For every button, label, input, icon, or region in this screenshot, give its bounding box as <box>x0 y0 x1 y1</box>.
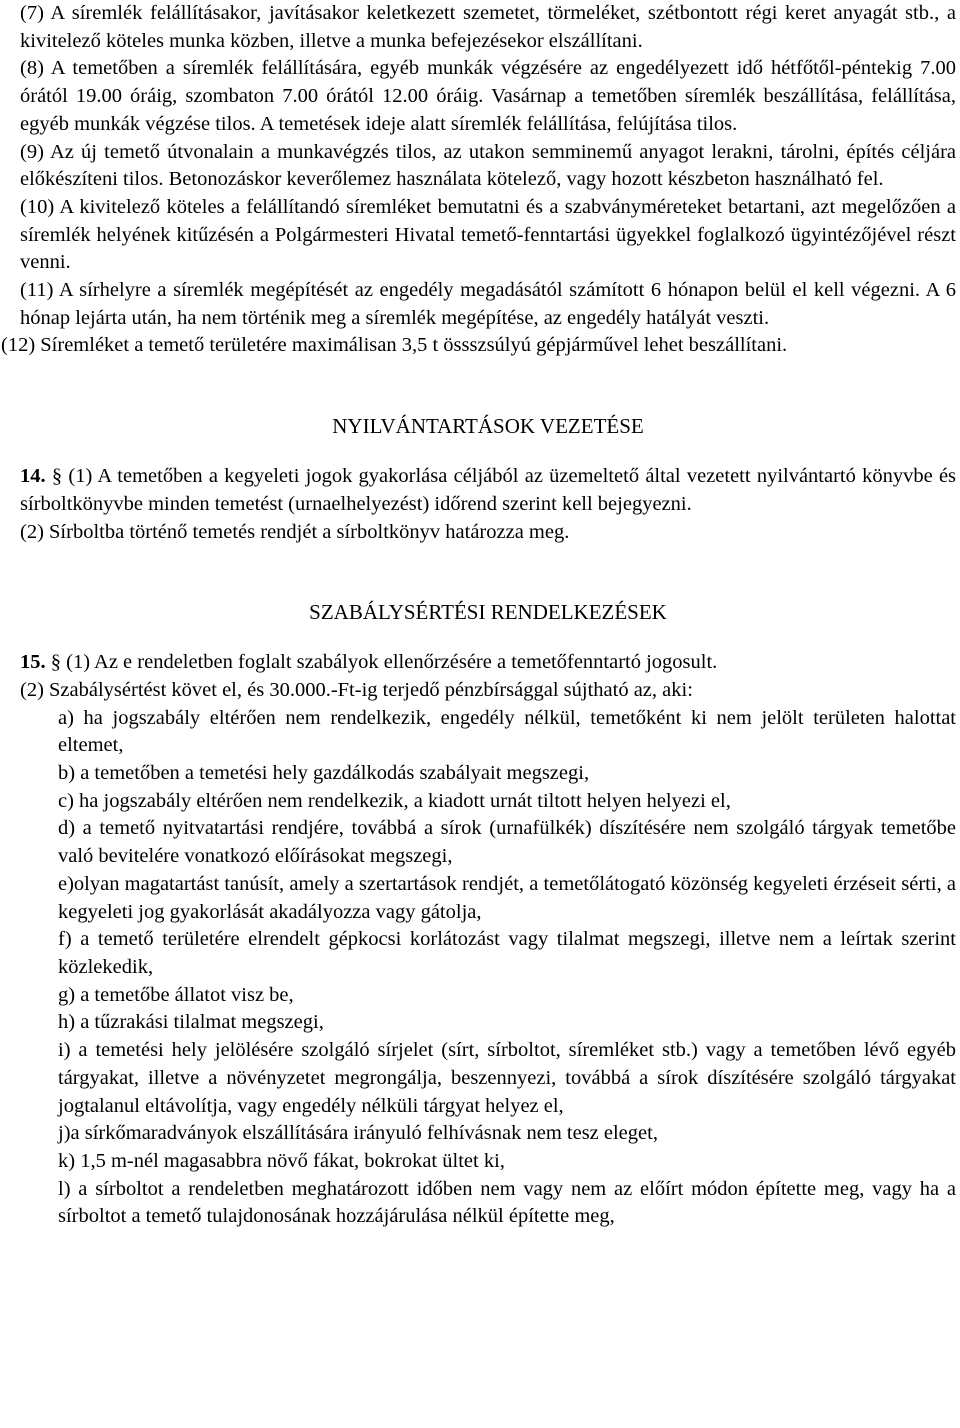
offence-item-f: f) a temető területére elrendelt gépkocsi korlátozást vagy tilalmat megszegi, illetve nem a leírtak szerint közlekedik, <box>58 928 956 978</box>
section-heading-records: NYILVÁNTARTÁSOK VEZETÉSE <box>332 414 644 439</box>
section-heading-offences: SZABÁLYSÉRTÉSI RENDELKEZÉSEK <box>309 600 667 625</box>
offence-item-l: l) a sírboltot a rendeletben meghatározott időben nem vagy nem az előírt módon építette meg, vagy ha a sírboltot a temető tulajdonosának hozzájárulása nélkül építette meg, <box>58 1177 956 1228</box>
section-14-paragraph-1 <box>20 463 956 518</box>
paragraph-8: (8) A temetőben a síremlék felállítására, egyéb munkák végzésére az engedélyezett idő hétfőtől-péntekig 7.00 órától 19.00 óráig, szombaton 7.00 órától 12.00 óráig. Vasárnap a temetőben síremlék beszállítása, felállítása, egyéb munkák végzése tilos. A temetések ideje alatt síremlék felállítása, felújítása tilos. <box>20 57 956 135</box>
section-15-paragraph-2: (2) Szabálysértést követ el, és 30.000.-Ft-ig terjedő pénzbírsággal sújtható az, aki: <box>20 678 693 701</box>
offence-item-i: i) a temetési hely jelölésére szolgáló sírjelet (sírt, sírboltot, síremléket stb.) vagy a temetőben lévő egyéb tárgyakat, illetve a növényzetet megrongálja, beszennyezi, továbbá a sírok díszítésére szolgáló tárgyakat jogtalanul eltávolítja, vagy engedély nélküli tárgyat helyez el, <box>58 1039 956 1117</box>
section-15-paragraph-1 <box>20 649 956 677</box>
section-14-text-1: (1) A temetőben a kegyeleti jogok gyakorlása céljából az üzemeltető által vezetett nyilvántartó könyvbe és sírboltkönyvbe minden temetést (urnaelhelyezést) időrend szerint kell bejegyezni. <box>20 465 957 515</box>
offence-item-k: k) 1,5 m-nél magasabbra növő fákat, bokrokat ültet ki, <box>58 1149 505 1172</box>
offence-item-g: g) a temetőbe állatot visz be, <box>58 983 294 1006</box>
offence-item-a: a) ha jogszabály eltérően nem rendelkezik, engedély nélkül, temetőként ki nem jelölt területen halottat eltemet, <box>58 706 956 757</box>
paragraph-9: (9) Az új temető útvonalain a munkavégzés tilos, az utakon semminemű anyagot lerakni, tárolni, építés céljára előkészíteni tilos. Betonozáskor keverőlemez használata kötelező, vagy hozott készbeton használható fel. <box>20 140 956 191</box>
offence-item-e: e)olyan magatartást tanúsít, amely a szertartások rendjét, a temetőlátogató közönség kegyeleti érzéseit sérti, a kegyeleti jog gyakorlását akadályozza vagy gátolja, <box>58 872 956 923</box>
paragraph-7: (7) A síremlék felállításakor, javításakor keletkezett szemetet, törmeléket, szétbontott régi keret anyagát stb., a kivitelező köteles munka közben, illetve a munka befejezésekor elszállítani. <box>20 2 956 52</box>
offence-item-h: h) a tűzrakási tilalmat megszegi, <box>58 1011 324 1034</box>
paragraph-12: (12) Síremléket a temető területére maximálisan 3,5 t össszsúlyú gépjárművel lehet beszállítani. <box>1 334 788 357</box>
paragraph-10: (10) A kivitelező köteles a felállítandó síremléket bemutatni és a szabványméreteket betartani, azt megelőzően a síremlék helyének kitűzésén a Polgármesteri Hivatal temető-fenntartási ügyekkel foglalkozó ügyintézőjével részt venni. <box>20 195 956 274</box>
section-15-number: 15. <box>20 651 46 674</box>
section-symbol: § <box>50 651 61 674</box>
section-14-paragraph-2: (2) Sírboltba történő temetés rendjét a sírboltkönyv határozza meg. <box>20 520 570 543</box>
section-14-number: 14. <box>20 465 46 488</box>
section-15-text-1: (1) Az e rendeletben foglalt szabályok ellenőrzésére a temetőfenntartó jogosult. <box>66 651 718 674</box>
offence-item-d: d) a temető nyitvatartási rendjére, továbbá a sírok (urnafülkék) díszítésére nem szolgáló tárgyak temetőbe való bevitelére vonatkozó előírásokat megszegi, <box>58 817 956 868</box>
paragraph-11: (11) A sírhelyre a síremlék megépítését az engedély megadásától számított 6 hónapon belül el kell végezni. A 6 hónap lejárta után, ha nem történik meg a síremlék megépítése, az engedély hatályát veszti. <box>20 279 956 329</box>
section-symbol: § <box>51 465 63 488</box>
offence-item-c: c) ha jogszabály eltérően nem rendelkezik, a kiadott urnát tiltott helyen helyezi el, <box>58 789 731 812</box>
offence-item-j: j)a sírkőmaradványok elszállítására irányuló felhívásnak nem tesz eleget, <box>58 1122 658 1145</box>
offence-item-b: b) a temetőben a temetési hely gazdálkodás szabályait megszegi, <box>58 762 590 785</box>
